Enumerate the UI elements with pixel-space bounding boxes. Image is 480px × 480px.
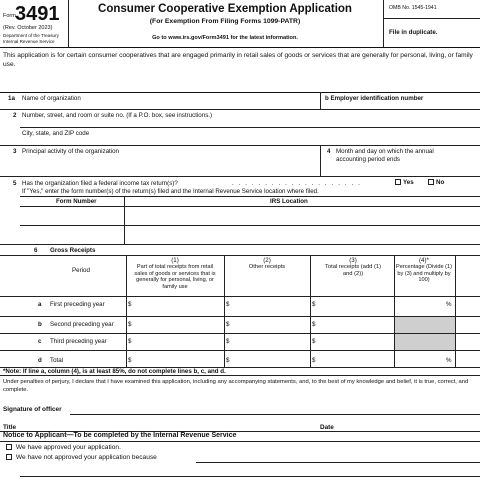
irs-label: Internal Revenue Service — [3, 39, 55, 44]
revision-date: (Rev. October 2023) — [3, 25, 53, 31]
gross-receipts-title: Gross Receipts — [50, 247, 96, 254]
row-a-percent[interactable]: % — [446, 301, 452, 308]
department: Department of the Treasury — [3, 33, 59, 38]
approved-text: We have approved your application. — [15, 444, 121, 451]
row-a-col1-dollar[interactable]: $ — [128, 301, 132, 308]
omb-number: OMB No. 1545-1941 — [389, 5, 437, 11]
line-1a-label: Name of organization — [22, 95, 81, 102]
line-3-number: 3 — [13, 148, 17, 155]
yes-checkbox[interactable] — [395, 179, 401, 185]
no-checkbox[interactable] — [428, 179, 434, 185]
col1-number: (1) — [171, 257, 179, 264]
row-d-label: Total — [50, 357, 64, 364]
not-approved-checkbox[interactable] — [6, 454, 12, 460]
row-b-label: Second preceding year — [50, 321, 114, 328]
line-1a-number: 1a — [8, 95, 15, 102]
row-c-col1-dollar[interactable]: $ — [128, 338, 132, 345]
line-5-if-yes: If "Yes," enter the form number(s) of the return(s) filed and the Internal Revenue Service location where filed. — [22, 188, 319, 195]
row-a-col3-dollar[interactable]: $ — [312, 301, 316, 308]
title-label: Title — [3, 424, 17, 431]
col4-number: (4)* — [419, 257, 429, 264]
intro-text: This application is for certain consumer cooperatives that are engaged primarily in retail sales of goods or services that are generally for personal, living, or family use. — [3, 52, 473, 68]
row-b-col3-dollar[interactable]: $ — [312, 321, 316, 328]
line-5-yes[interactable] — [395, 179, 414, 186]
irs-location-header: IRS Location — [270, 198, 308, 205]
signature-label: Signature of officer — [3, 406, 62, 413]
goto-link[interactable]: Go to www.irs.gov/Form3491 for the latest information. — [152, 35, 298, 41]
line-2-number: 2 — [13, 112, 17, 119]
col2-header: Other receipts — [248, 264, 286, 270]
row-a-label: First preceding year — [50, 301, 105, 308]
notice-title: Notice to Applicant—To be completed by the Internal Revenue Service — [3, 432, 237, 439]
signature-line[interactable] — [70, 414, 480, 415]
line-5-question: Has the organization filed a federal income tax return(s)? — [22, 180, 178, 187]
form-label: Form — [3, 13, 16, 19]
receipts-note: *Note: If line a, column (4), is at least 85%, do not complete lines b, c, and d. — [3, 368, 226, 375]
row-c-col2-dollar[interactable]: $ — [226, 338, 230, 345]
date-label: Date — [320, 424, 334, 431]
line-3-label: Principal activity of the organization — [22, 148, 119, 155]
no-label: No — [436, 179, 445, 186]
row-d-percent[interactable]: % — [446, 357, 452, 364]
file-note: File in duplicate. — [389, 29, 438, 36]
line-6-number: 6 — [34, 247, 38, 254]
col3-number: (3) — [349, 257, 357, 264]
row-c-col3-dollar[interactable]: $ — [312, 338, 316, 345]
not-approved-row — [6, 454, 157, 462]
row-d-col2-dollar[interactable]: $ — [226, 357, 230, 364]
perjury-statement: Under penalties of perjury, I declare that I have examined this application, including any accompanying statements, and, to the best of my knowledge and belief, it is true, correct, and complete. — [3, 379, 469, 393]
col2-number: (2) — [263, 257, 271, 264]
row-c-label: Third preceding year — [50, 338, 107, 345]
row-b-letter: b — [38, 321, 42, 328]
row-a-col2-dollar[interactable]: $ — [226, 301, 230, 308]
row-d-letter: d — [38, 357, 42, 364]
line-4-number: 4 — [327, 148, 331, 155]
form-title: Consumer Cooperative Exemption Application — [98, 3, 352, 15]
line-2-city-label: City, state, and ZIP code — [22, 130, 90, 137]
period-header: Period — [72, 267, 90, 274]
approved-checkbox[interactable] — [6, 444, 12, 450]
line-1b-label: b Employer identification number — [325, 95, 424, 102]
not-approved-text: We have not approved your application because — [15, 454, 157, 461]
col3-header: Total receipts (add (1) and (2)) — [324, 264, 382, 277]
col1-header: Part of total receipts from retail sales of goods or services that is generally for personal, living, or family use — [134, 264, 216, 291]
line-4-label-2: accounting period ends — [336, 156, 400, 163]
line-5-number: 5 — [13, 180, 17, 187]
row-a-letter: a — [38, 301, 42, 308]
form-subtitle: (For Exemption From Filing Forms 1099-PATR) — [149, 18, 301, 25]
line-2-label: Number, street, and room or suite no. (If a P.O. box, see instructions.) — [22, 112, 213, 119]
yes-label: Yes — [403, 179, 414, 186]
row-c-letter: c — [38, 338, 42, 345]
approved-row — [6, 444, 121, 452]
row-b-col1-dollar[interactable]: $ — [128, 321, 132, 328]
form-number: 3491 — [15, 3, 60, 25]
line-5-dots: . . . . . . . . . . . . . . . . . . . . — [232, 180, 362, 187]
line-4-label-1: Month and day on which the annual — [336, 148, 434, 155]
row-d-col3-dollar[interactable]: $ — [312, 357, 316, 364]
col4-header: Percentage (Divide (1) by (3) and multiply by 100) — [396, 264, 452, 284]
row-b-col2-dollar[interactable]: $ — [226, 321, 230, 328]
reason-line-2[interactable] — [20, 476, 480, 477]
reason-line-1[interactable] — [196, 462, 480, 463]
form-number-header: Form Number — [56, 198, 97, 205]
row-d-col1-dollar[interactable]: $ — [128, 357, 132, 364]
line-5-no[interactable] — [428, 179, 444, 186]
